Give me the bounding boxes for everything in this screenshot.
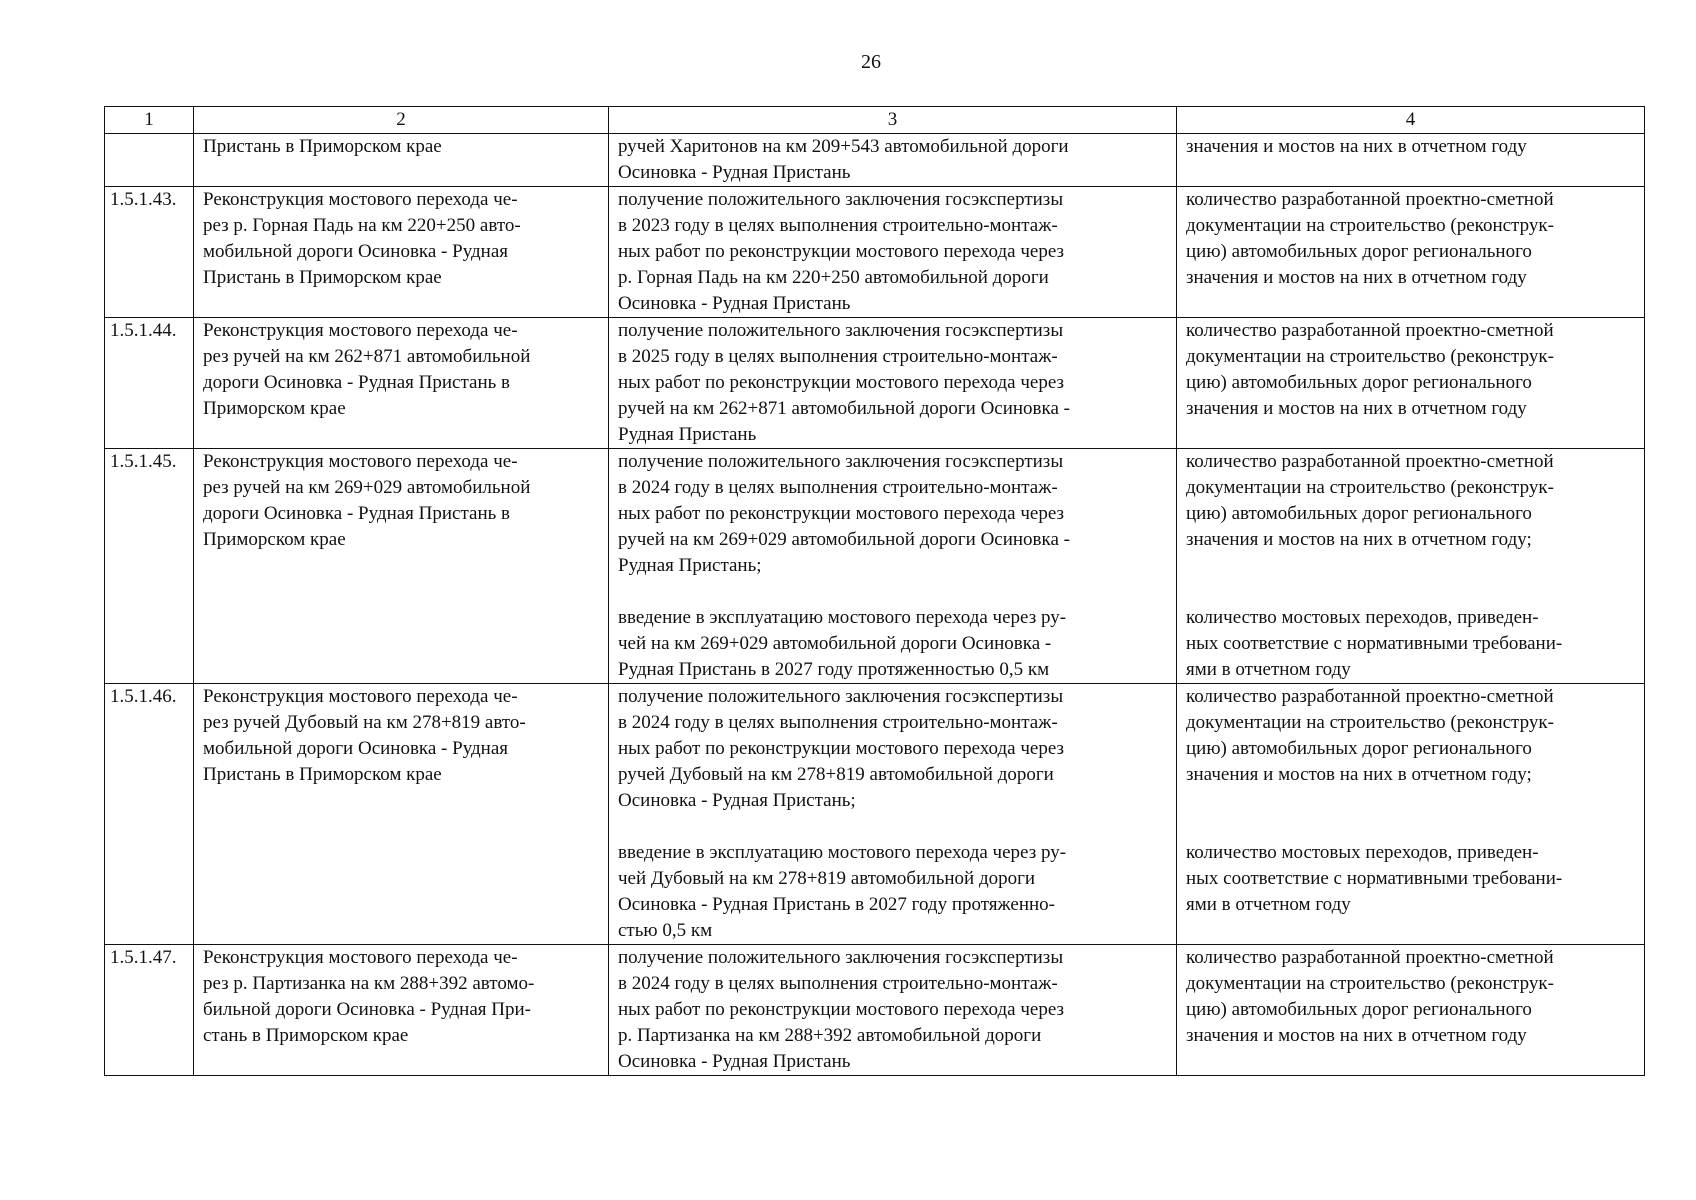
header-col-1: 1 xyxy=(105,107,194,134)
header-col-3: 3 xyxy=(609,107,1177,134)
indicator: значения и мостов на них в отчетном году xyxy=(1177,134,1645,187)
measure-name: Реконструкция мостового перехода че- рез р. Горная Падь на км 220+250 авто- мобильной дороги Осиновка - Рудная Пристань в Приморском крае xyxy=(194,187,609,318)
page-number: 26 xyxy=(861,51,881,73)
expected-result: получение положительного заключения госэкспертизы в 2024 году в целях выполнения строительно-монтаж- ных работ по реконструкции мостового перехода через ручей Дубовый на км 278+819 автомобильной дороги Осиновка - Рудная Пристань; введение в эксплуатацию мостового перехода через ру- чей Дубовый на км 278+819 автомобильной дороги Осиновка - Рудная Пристань в 2027 году протяженно- стью 0,5 км xyxy=(609,684,1177,945)
row-number: 1.5.1.47. xyxy=(105,945,194,1076)
table-row xyxy=(105,945,1645,1076)
table-body xyxy=(105,134,1645,1076)
expected-result: ручей Харитонов на км 209+543 автомобильной дороги Осиновка - Рудная Пристань xyxy=(609,134,1177,187)
row-number: 1.5.1.46. xyxy=(105,684,194,945)
indicator: количество разработанной проектно-сметной документации на строительство (реконструк- цию) автомобильных дорог регионального значения и мостов на них в отчетном году; количество мостовых переходов, приведен- ных соответствие с нормативными требовани- ями в отчетном году xyxy=(1177,449,1645,684)
indicator: количество разработанной проектно-сметной документации на строительство (реконструк- цию) автомобильных дорог регионального значения и мостов на них в отчетном году xyxy=(1177,187,1645,318)
table-row xyxy=(105,684,1645,945)
table-row xyxy=(105,318,1645,449)
measure-name: Реконструкция мостового перехода че- рез р. Партизанка на км 288+392 автомо- бильной дороги Осиновка - Рудная При- стань в Приморском крае xyxy=(194,945,609,1076)
expected-result: получение положительного заключения госэкспертизы в 2023 году в целях выполнения строительно-монтаж- ных работ по реконструкции мостового перехода через р. Горная Падь на км 220+250 автомобильной дороги Осиновка - Рудная Пристань xyxy=(609,187,1177,318)
header-col-4: 4 xyxy=(1177,107,1645,134)
expected-result: получение положительного заключения госэкспертизы в 2024 году в целях выполнения строительно-монтаж- ных работ по реконструкции мостового перехода через ручей на км 269+029 автомобильной дороги Осиновка - Рудная Пристань; введение в эксплуатацию мостового перехода через ру- чей на км 269+029 автомобильной дороги Осиновка - Рудная Пристань в 2027 году протяженностью 0,5 км xyxy=(609,449,1177,684)
measures-table xyxy=(104,106,1645,1076)
table-header xyxy=(105,107,1645,134)
indicator: количество разработанной проектно-сметной документации на строительство (реконструк- цию) автомобильных дорог регионального значения и мостов на них в отчетном году xyxy=(1177,945,1645,1076)
measure-name: Реконструкция мостового перехода че- рез ручей на км 269+029 автомобильной дороги Осиновка - Рудная Пристань в Приморском крае xyxy=(194,449,609,684)
row-number: 1.5.1.44. xyxy=(105,318,194,449)
measure-name: Реконструкция мостового перехода че- рез ручей на км 262+871 автомобильной дороги Осиновка - Рудная Пристань в Приморском крае xyxy=(194,318,609,449)
table-row xyxy=(105,134,1645,187)
indicator: количество разработанной проектно-сметной документации на строительство (реконструк- цию) автомобильных дорог регионального значения и мостов на них в отчетном году xyxy=(1177,318,1645,449)
row-number: 1.5.1.43. xyxy=(105,187,194,318)
indicator: количество разработанной проектно-сметной документации на строительство (реконструк- цию) автомобильных дорог регионального значения и мостов на них в отчетном году; количество мостовых переходов, приведен- ных соответствие с нормативными требовани- ями в отчетном году xyxy=(1177,684,1645,945)
table-row xyxy=(105,449,1645,684)
row-number: 1.5.1.45. xyxy=(105,449,194,684)
row-number xyxy=(105,134,194,187)
expected-result: получение положительного заключения госэкспертизы в 2025 году в целях выполнения строительно-монтаж- ных работ по реконструкции мостового перехода через ручей на км 262+871 автомобильной дороги Осиновка - Рудная Пристань xyxy=(609,318,1177,449)
measure-name: Реконструкция мостового перехода че- рез ручей Дубовый на км 278+819 авто- мобильной дороги Осиновка - Рудная Пристань в Приморском крае xyxy=(194,684,609,945)
expected-result: получение положительного заключения госэкспертизы в 2024 году в целях выполнения строительно-монтаж- ных работ по реконструкции мостового перехода через р. Партизанка на км 288+392 автомобильной дороги Осиновка - Рудная Пристань xyxy=(609,945,1177,1076)
table-row xyxy=(105,187,1645,318)
header-row xyxy=(105,107,1645,134)
header-col-2: 2 xyxy=(194,107,609,134)
measure-name: Пристань в Приморском крае xyxy=(194,134,609,187)
